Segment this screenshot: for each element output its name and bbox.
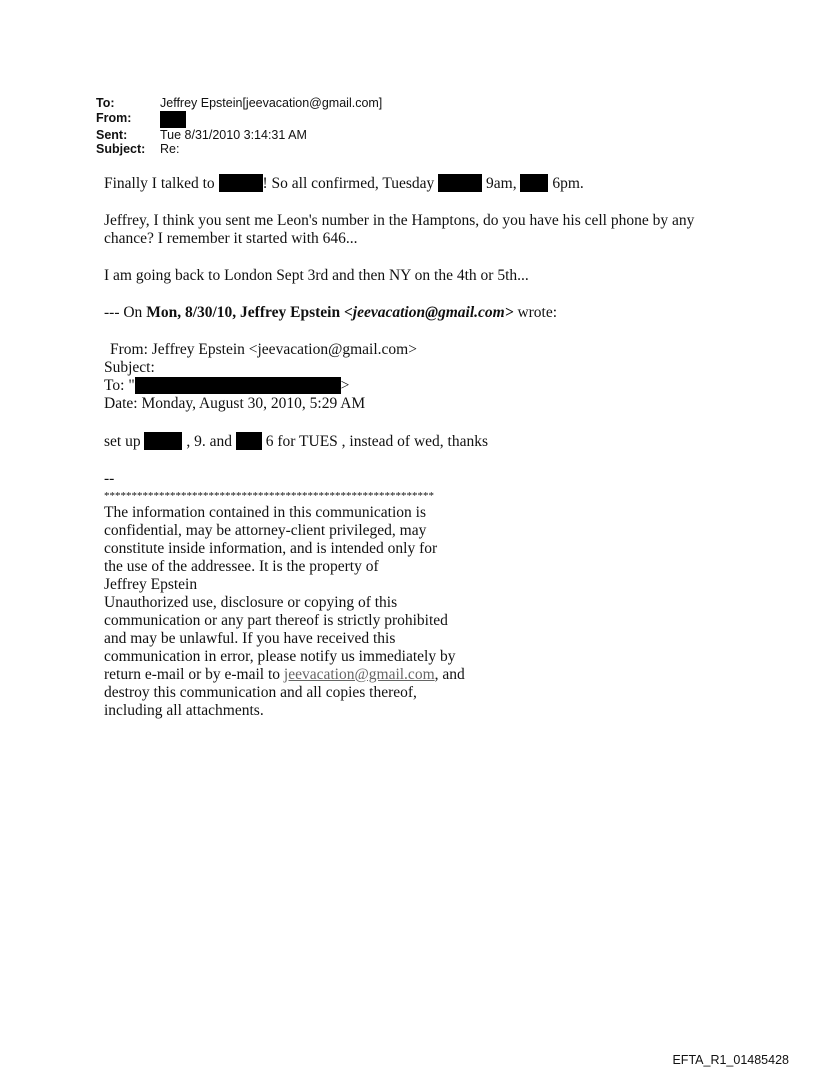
paragraph-travel: I am going back to London Sept 3rd and then NY on the 4th or 5th... [104,267,529,284]
quoted-to [104,377,744,395]
text-fragment: 6 for TUES , instead of wed, thanks [265,433,489,450]
redaction-box [135,377,341,394]
quoted-header [104,341,744,413]
redaction-box [236,432,262,450]
text-fragment: wrote: [517,304,558,321]
quote-intro [104,304,744,322]
text-fragment: return e-mail or by e-mail to [104,666,281,683]
disclaimer-line: the use of the addressee. It is the property of [104,558,379,575]
disclaimer-line: Jeffrey Epstein [104,576,198,593]
email-header [96,96,382,157]
redaction-box [144,432,182,450]
quoted-from: From: Jeffrey Epstein <jeevacation@gmail.com> [110,341,417,358]
quoted-message [104,432,744,451]
redaction-box [160,111,186,128]
disclaimer-line: communication or any part thereof is strictly prohibited [104,612,448,629]
text-fragment: ! So all confirmed, Tuesday [262,175,435,192]
from-row [96,111,382,128]
to-row [96,96,382,111]
text-fragment: Finally I talked to [104,175,215,192]
quote-sender: Mon, 8/30/10, Jeffrey Epstein [146,304,341,321]
email-link[interactable]: jeevacation@gmail.com [283,666,435,683]
disclaimer-line: destroy this communication and all copies thereof, [104,684,417,701]
disclaimer-line: confidential, may be attorney-client privileged, may [104,522,427,539]
confirmation-line [104,174,744,193]
signature-stars: ************************************************************ [104,490,434,502]
document-id: EFTA_R1_01485428 [672,1053,789,1067]
text-fragment: , 9. and [186,433,232,450]
sent-value: Tue 8/31/2010 3:14:31 AM [160,127,307,142]
text-fragment: > [340,377,350,394]
sent-row [96,128,382,143]
signature-block [104,470,744,720]
subject-value: Re: [160,142,180,156]
subject-row [96,142,382,157]
to-label: To: [96,96,115,110]
redaction-box [520,174,548,192]
disclaimer-line: communication in error, please notify us immediately by [104,648,456,665]
text-fragment: , and [434,666,465,683]
disclaimer-return-line [104,666,744,684]
subject-label: Subject: [96,142,146,156]
redaction-box [438,174,482,192]
from-label: From: [96,110,132,125]
from-value [160,111,186,128]
disclaimer-line: and may be unlawful. If you have received this [104,630,396,647]
sent-label: Sent: [96,127,128,142]
signature-dashes: -- [104,470,115,487]
text-fragment: set up [104,433,141,450]
quote-email: <jeevacation@gmail.com> [343,304,514,321]
disclaimer-line: constitute inside information, and is intended only for [104,540,438,557]
text-fragment: --- On [104,304,143,321]
text-fragment: 9am, [486,175,517,192]
quoted-date: Date: Monday, August 30, 2010, 5:29 AM [104,395,366,412]
text-fragment: 6pm. [552,175,584,192]
to-value: Jeffrey Epstein[jeevacation@gmail.com] [160,96,383,110]
text-fragment: To: " [104,377,135,394]
disclaimer-line: The information contained in this communication is [104,504,426,521]
disclaimer-line: Unauthorized use, disclosure or copying of this [104,594,398,611]
email-body [104,174,744,720]
quoted-subject: Subject: [104,359,155,376]
paragraph-leon: Jeffrey, I think you sent me Leon's number in the Hamptons, do you have his cell phone by any chance? I remember it started with 646... [104,212,695,247]
redaction-box [219,174,263,192]
disclaimer-line: including all attachments. [104,702,264,719]
